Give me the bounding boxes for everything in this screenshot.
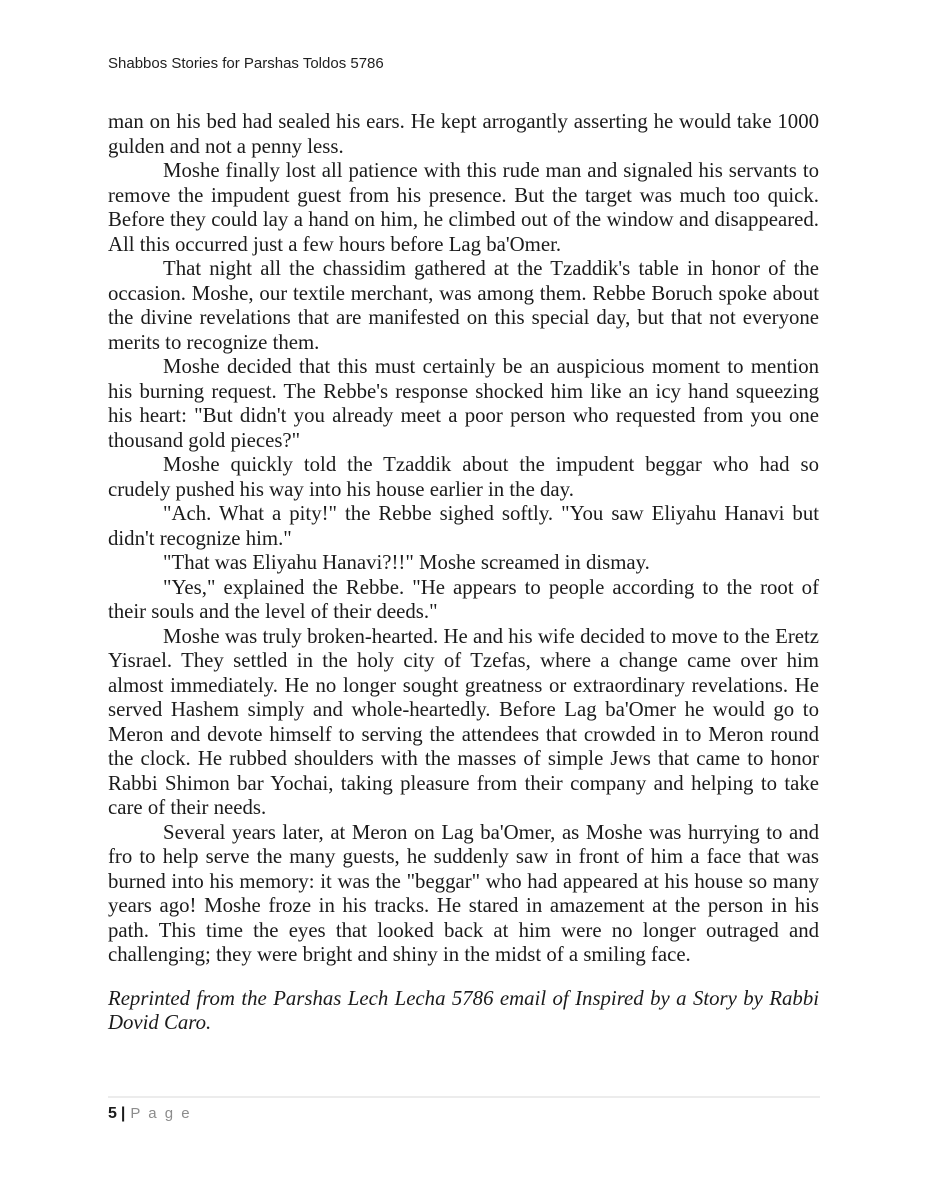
paragraph: "That was Eliyahu Hanavi?!!" Moshe screamed in dismay. bbox=[163, 551, 650, 574]
paragraph: Moshe was truly broken-hearted. He and his wife decided to move to the Eretz Yisrael. They settled in the holy city of Tzefas, where a change came over him almost immediately. He no longer sought greatness or extraordinary revelations. He served Hashem simply and whole-heartedly. Before Lag ba'Omer he would go to Meron and devote himself to serving the attendees that crowded in to Meron round the clock. He rubbed shoulders with the masses of simple Jews that came to honor Rabbi Shimon bar Yochai, taking pleasure from their company and helping to take care of their needs. bbox=[108, 624, 819, 819]
paragraph: "Ach. What a pity!" the Rebbe sighed softly. "You saw Eliyahu Hanavi but didn't recognize him." bbox=[108, 502, 819, 550]
paragraph: Several years later, at Meron on Lag ba'Omer, as Moshe was hurrying to and fro to help serve the many guests, he suddenly saw in front of him a face that was burned into his memory: it was the "beggar" who had appeared at his house so many years ago! Moshe froze in his tracks. He stared in amazement at the person in his path. This time the eyes that looked back at him were no longer outraged and challenging; they were bright and shiny in the midst of a smiling face. bbox=[108, 820, 819, 966]
paragraph: "Yes," explained the Rebbe. "He appears to people according to the root of their souls and the level of their deeds." bbox=[108, 575, 819, 623]
paragraph: Moshe decided that this must certainly be an auspicious moment to mention his burning request. The Rebbe's response shocked him like an icy hand squeezing his heart: "But didn't you already meet a poor person who requested from you one thousand gold pieces?" bbox=[108, 355, 819, 452]
paragraph: That night all the chassidim gathered at the Tzaddik's table in honor of the occasion. Moshe, our textile merchant, was among them. Rebbe Boruch spoke about the divine revelations that are manifested on this special day, but that not everyone merits to recognize them. bbox=[108, 257, 819, 354]
page-number: 5 bbox=[108, 1105, 117, 1122]
footer-divider-line bbox=[108, 1096, 820, 1098]
paragraph: Reprinted from the Parshas Lech Lecha 5786 email of Inspired by a Story by Rabbi Dovid Caro. bbox=[108, 986, 819, 1034]
page-header bbox=[108, 55, 384, 72]
header-title: Shabbos Stories for Parshas Toldos 5786 bbox=[108, 55, 384, 72]
paragraph: Moshe finally lost all patience with this rude man and signaled his servants to remove the impudent guest from his presence. But the target was much too quick. Before they could lay a hand on him, he climbed out of the window and disappeared. All this occurred just a few hours before Lag ba'Omer. bbox=[108, 159, 819, 256]
footer-separator: | bbox=[120, 1105, 126, 1122]
page-footer bbox=[108, 1096, 820, 1123]
footer-text bbox=[108, 1105, 820, 1123]
page-label: P a g e bbox=[130, 1105, 192, 1122]
paragraph: man on his bed had sealed his ears. He kept arrogantly asserting he would take 1000 gulden and not a penny less. bbox=[108, 110, 819, 158]
story-body bbox=[108, 110, 819, 1036]
paragraph: Moshe quickly told the Tzaddik about the impudent beggar who had so crudely pushed his way into his house earlier in the day. bbox=[108, 453, 819, 501]
